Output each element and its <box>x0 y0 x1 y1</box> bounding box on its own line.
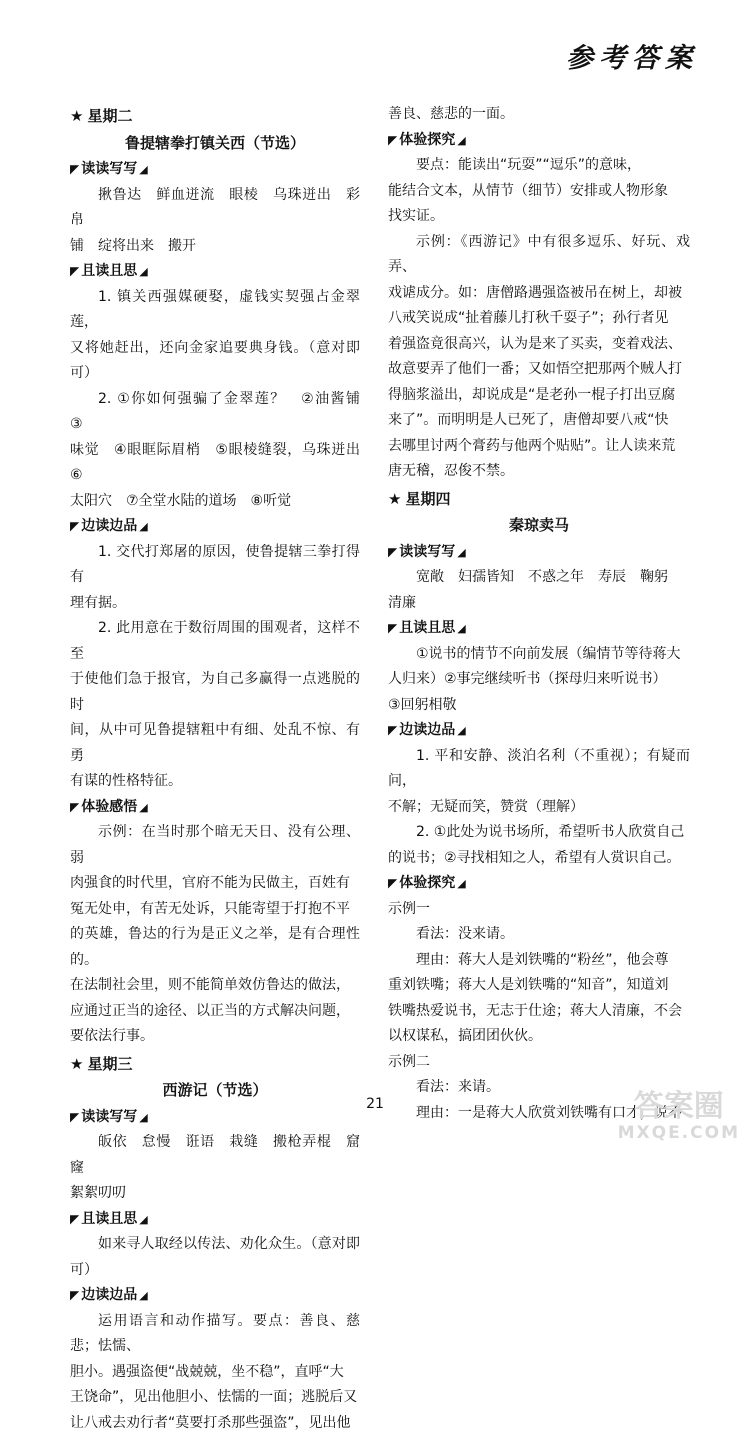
section-heading: ◤ 且读且思 ◢ <box>70 259 360 285</box>
section-heading: ◤ 且读且思 ◢ <box>70 1207 360 1233</box>
text-line: 重刘铁嘴；蒋大人是刘铁嘴的“知音”，知道刘 <box>388 973 690 999</box>
text-line: ③回躬相敬 <box>388 693 690 719</box>
text-line: 1. 交代打郑屠的原因，使鲁提辖三拳打得有 <box>70 540 360 591</box>
text-line: 于使他们急于报官，为自己多赢得一点逃脱的时 <box>70 667 360 718</box>
text-line: 有谋的性格特征。 <box>70 769 360 795</box>
text-line: 肉强食的时代里，官府不能为民做主，百姓有 <box>70 871 360 897</box>
text-line: 善良、慈悲的一面。 <box>388 102 690 128</box>
day-heading-tuesday: ★ 星期二 <box>70 104 360 130</box>
text-line: 2. 此用意在于数衍周围的围观者，这样不至 <box>70 616 360 667</box>
section-heading: ◤ 体验探究 ◢ <box>388 128 690 154</box>
right-column <box>388 102 690 1126</box>
triangle-mark-icon: ◢ <box>139 795 147 821</box>
section-heading: ◤ 读读写写 ◢ <box>70 1105 360 1131</box>
text-line: 示例：在当时那个暗无天日、没有公理、弱 <box>70 820 360 871</box>
text-line: 的说书；②寻找相知之人，希望有人赏识自己。 <box>388 846 690 872</box>
text-line: 1. 平和安静、淡泊名利（不重视）；有疑而问， <box>388 744 690 795</box>
section-heading: ◤ 边读边品 ◢ <box>70 1283 360 1309</box>
text-line: 宽敞 妇孺皆知 不惑之年 寿辰 鞠躬 <box>388 565 690 591</box>
text-line: 清廉 <box>388 591 690 617</box>
watermark-logo: 答案圈 MXQE.COM <box>618 1092 740 1144</box>
text-line: 八戒笑说成“扯着藤儿打秋千耍子”；孙行者见 <box>388 306 690 332</box>
text-line: 又将她赶出，还向金家追要典身钱。（意对即可） <box>70 336 360 387</box>
corner-mark-icon: ◤ <box>70 514 79 540</box>
corner-mark-icon: ◤ <box>70 259 79 285</box>
text-line: 铁嘴热爱说书，无志于仕途；蒋大人清廉，不会 <box>388 999 690 1025</box>
triangle-mark-icon: ◢ <box>457 718 465 744</box>
section-heading: ◤ 体验感悟 ◢ <box>70 795 360 821</box>
triangle-mark-icon: ◢ <box>139 514 147 540</box>
left-column <box>70 102 360 1436</box>
text-line: 得脑浆溢出，却说成是“是老孙一棍子打出豆腐 <box>388 383 690 409</box>
section-heading: ◤ 边读边品 ◢ <box>70 514 360 540</box>
corner-mark-icon: ◤ <box>388 871 397 897</box>
text-line: 不解；无疑而笑，赞赏（理解） <box>388 795 690 821</box>
text-line: 2. ①此处为说书场所，希望听书人欣赏自己 <box>388 820 690 846</box>
triangle-mark-icon: ◢ <box>457 128 465 154</box>
text-line: 让八戒去劝行者“莫要打杀那些强盗”，见出他 <box>70 1411 360 1436</box>
text-line: 1. 镇关西强媒硬娶，虚钱实契强占金翠莲， <box>70 285 360 336</box>
text-line: 去哪里讨两个膏药与他两个贴贴”。让人读来荒 <box>388 434 690 460</box>
text-line: 要依法行事。 <box>70 1024 360 1050</box>
text-line: 人归来）②事完继续听书（探母归来听说书） <box>388 667 690 693</box>
text-line: 能结合文本，从情节（细节）安排或人物形象 <box>388 179 690 205</box>
example-label: 示例一 <box>388 897 690 923</box>
section-heading: ◤ 体验探究 ◢ <box>388 871 690 897</box>
text-line: ①说书的情节不向前发展（编情节等待蒋大 <box>388 642 690 668</box>
text-line: 以权谋私，搞团团伙伙。 <box>388 1024 690 1050</box>
text-line: 如来寻人取经以传法、劝化众生。（意对即可） <box>70 1232 360 1283</box>
triangle-mark-icon: ◢ <box>139 1207 147 1233</box>
corner-mark-icon: ◤ <box>388 718 397 744</box>
text-line: 味觉 ④眼眶际眉梢 ⑤眼棱缝裂，乌珠迸出 ⑥ <box>70 438 360 489</box>
text-line: 着强盗竟很高兴，认为是来了买卖，变着戏法、 <box>388 332 690 358</box>
lesson-title: 秦琼卖马 <box>388 513 690 539</box>
day-heading-wednesday: ★ 星期三 <box>70 1052 360 1078</box>
corner-mark-icon: ◤ <box>70 157 79 183</box>
star-icon: ★ <box>70 104 83 130</box>
corner-mark-icon: ◤ <box>388 540 397 566</box>
text-line: 理由：蒋大人是刘铁嘴的“粉丝”，他会尊 <box>388 948 690 974</box>
lesson-title: 西游记（节选） <box>70 1078 360 1104</box>
corner-mark-icon: ◤ <box>70 1105 79 1131</box>
text-line: 太阳穴 ⑦全堂水陆的道场 ⑧听觉 <box>70 489 360 515</box>
text-line: 故意要弄了他们一番；又如悟空把那两个贼人打 <box>388 357 690 383</box>
text-line: 2. ①你如何强骗了金翠莲？ ②油酱铺 ③ <box>70 387 360 438</box>
triangle-mark-icon: ◢ <box>457 616 465 642</box>
triangle-mark-icon: ◢ <box>457 871 465 897</box>
section-heading: ◤ 读读写写 ◢ <box>70 157 360 183</box>
star-icon: ★ <box>388 487 401 513</box>
page-number: 21 <box>0 1096 750 1112</box>
triangle-mark-icon: ◢ <box>139 1105 147 1131</box>
text-line: 胆小。遇强盗便“战兢兢，坐不稳”，直呼“大 <box>70 1360 360 1386</box>
text-line: 看法：来请。 <box>388 1075 690 1101</box>
text-line: 来了”。而明明是人已死了，唐僧却要八戒“快 <box>388 408 690 434</box>
text-line: 理有据。 <box>70 591 360 617</box>
section-heading: ◤ 读读写写 ◢ <box>388 540 690 566</box>
lesson-title: 鲁提辖拳打镇关西（节选） <box>70 131 360 157</box>
text-line: 戏谑成分。如：唐僧路遇强盗被吊在树上，却被 <box>388 281 690 307</box>
text-line: 揪鲁达 鲜血迸流 眼棱 乌珠迸出 彩帛 <box>70 183 360 234</box>
text-line: 应通过正当的途径、以正当的方式解决问题， <box>70 999 360 1025</box>
corner-mark-icon: ◤ <box>70 1207 79 1233</box>
section-heading: ◤ 边读边品 ◢ <box>388 718 690 744</box>
text-line: 絮絮叨叨 <box>70 1181 360 1207</box>
corner-mark-icon: ◤ <box>70 795 79 821</box>
text-line: 铺 绽将出来 搬开 <box>70 234 360 260</box>
corner-mark-icon: ◤ <box>70 1283 79 1309</box>
text-line: 的英雄，鲁达的行为是正义之举，是有合理性的。 <box>70 922 360 973</box>
example-label: 示例二 <box>388 1050 690 1076</box>
corner-mark-icon: ◤ <box>388 616 397 642</box>
day-heading-thursday: ★ 星期四 <box>388 487 690 513</box>
text-line: 要点：能读出“玩耍”“逗乐”的意味， <box>388 153 690 179</box>
triangle-mark-icon: ◢ <box>139 259 147 285</box>
triangle-mark-icon: ◢ <box>457 540 465 566</box>
text-line: 在法制社会里，则不能简单效仿鲁达的做法， <box>70 973 360 999</box>
triangle-mark-icon: ◢ <box>139 1283 147 1309</box>
text-line: 王饶命”，见出他胆小、怯懦的一面；逃脱后又 <box>70 1385 360 1411</box>
text-line: 唐无稽，忍俊不禁。 <box>388 459 690 485</box>
text-line: 看法：没来请。 <box>388 922 690 948</box>
text-line: 间，从中可见鲁提辖粗中有细、处乱不惊、有勇 <box>70 718 360 769</box>
text-line: 找实证。 <box>388 204 690 230</box>
corner-mark-icon: ◤ <box>388 128 397 154</box>
star-icon: ★ <box>70 1052 83 1078</box>
answer-key-header: 参考答案 <box>566 36 698 75</box>
text-line: 示例：《西游记》中有很多逗乐、好玩、戏弄、 <box>388 230 690 281</box>
text-line: 运用语言和动作描写。要点：善良、慈悲；怯懦、 <box>70 1309 360 1360</box>
text-line: 理由：一是蒋大人欣赏刘铁嘴有口才，说不 <box>388 1101 690 1127</box>
section-heading: ◤ 且读且思 ◢ <box>388 616 690 642</box>
triangle-mark-icon: ◢ <box>139 157 147 183</box>
text-line: 冤无处申，有苦无处诉，只能寄望于打抱不平 <box>70 897 360 923</box>
text-line: 皈依 怠慢 诳语 栽缝 搬枪弄棍 窟窿 <box>70 1130 360 1181</box>
